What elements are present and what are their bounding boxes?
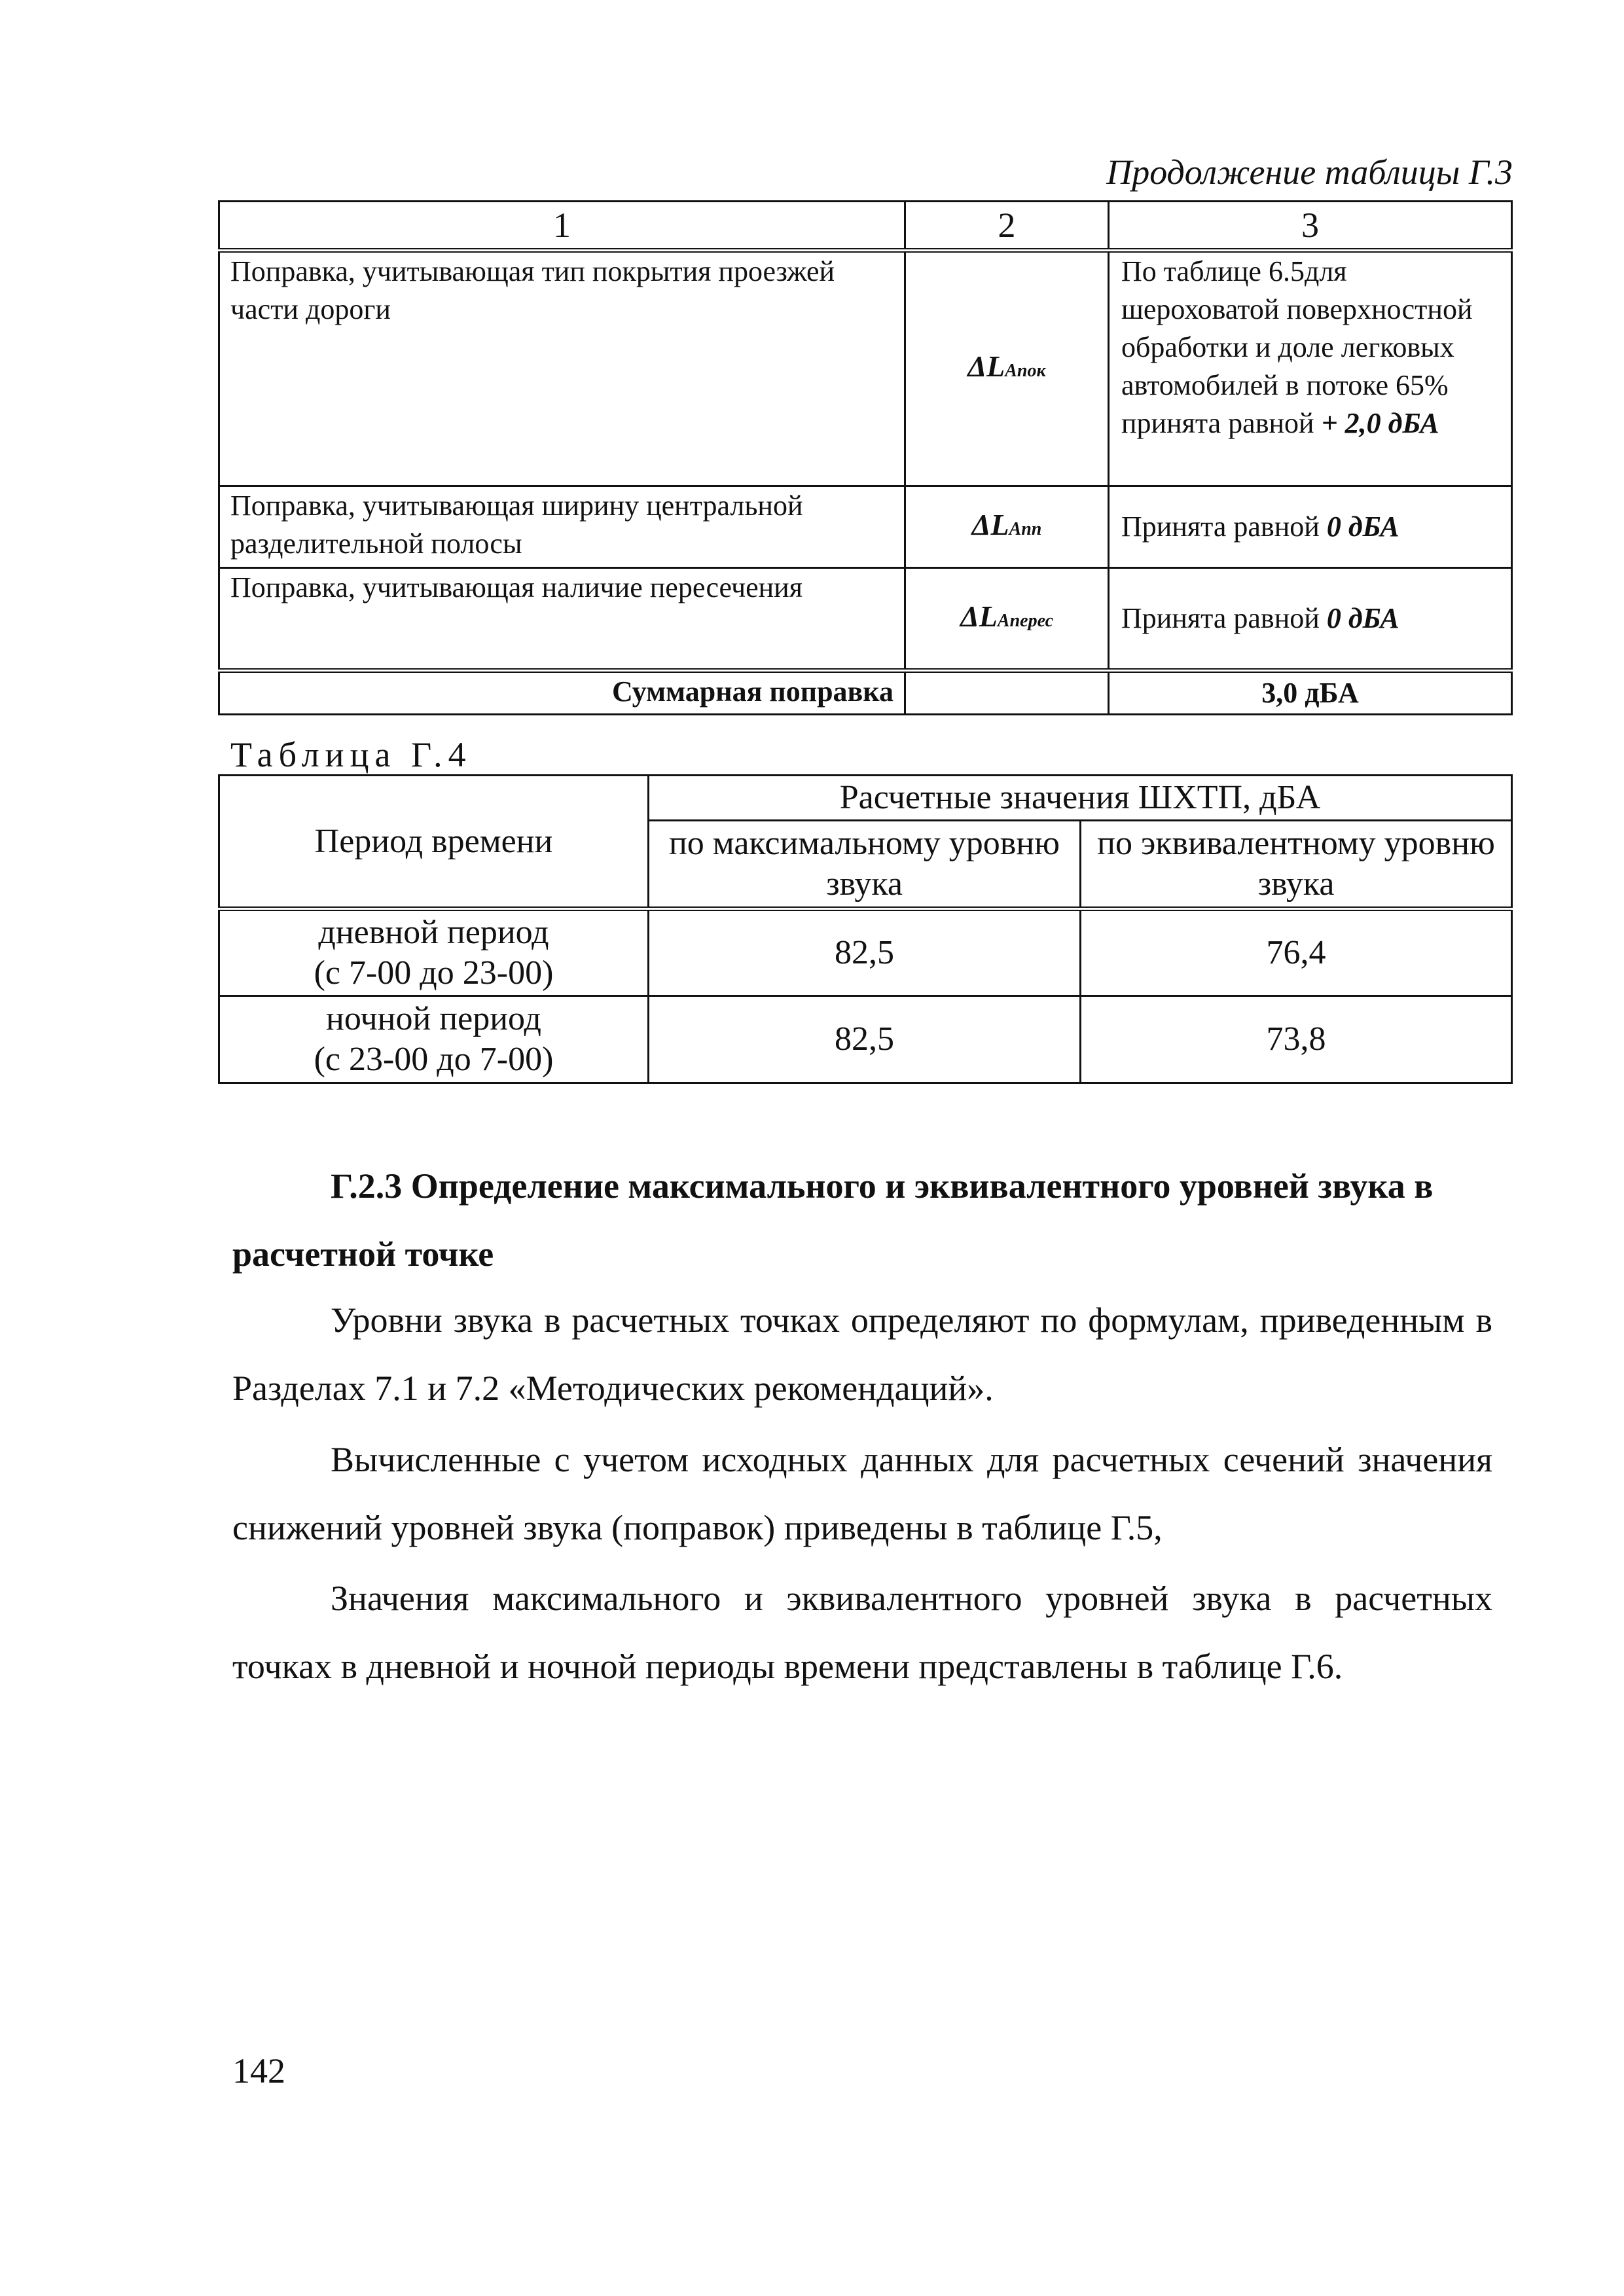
total-row <box>219 671 1512 715</box>
table-header-row <box>219 776 1512 821</box>
max-value-cell: 82,5 <box>649 909 1081 996</box>
value-cell: По таблице 6.5для шероховатой поверхностной обработки и доле легковых автомобилей в потоке 65% принята равной + 2,0 дБА <box>1109 251 1512 486</box>
total-symbol-cell <box>905 671 1109 715</box>
table-row <box>219 486 1512 568</box>
header-col-3: 3 <box>1109 202 1512 251</box>
param-cell: Поправка, учитывающая ширину центральной разделительной полосы <box>219 486 905 568</box>
table-g3 <box>218 200 1513 715</box>
value-cell: Принята равной 0 дБА <box>1109 486 1512 568</box>
subheader-eq: по эквивалентному уровню звука <box>1081 821 1512 909</box>
symbol-cell: ΔLАпп <box>905 486 1109 568</box>
table-row <box>219 251 1512 486</box>
param-cell: Поправка, учитывающая наличие пересечения <box>219 568 905 671</box>
value-cell: Принята равной 0 дБА <box>1109 568 1512 671</box>
header-col-2: 2 <box>905 202 1109 251</box>
header-col-1: 1 <box>219 202 905 251</box>
page-number: 142 <box>232 2051 285 2090</box>
symbol-cell: ΔLАперес <box>905 568 1109 671</box>
eq-value-cell: 76,4 <box>1081 909 1512 996</box>
table-header-row <box>219 202 1512 251</box>
param-cell: Поправка, учитывающая тип покрытия проезжей части дороги <box>219 251 905 486</box>
period-cell: дневной период (с 7-00 до 23-00) <box>219 909 649 996</box>
paragraph: Значения максимального и эквивалентного уровней звука в расчетных точках в дневной и ночной периоды времени представлены в таблице Г.6. <box>232 1579 1492 1686</box>
subheader-max: по максимальному уровню звука <box>649 821 1081 909</box>
continuation-title: Продолжение таблицы Г.3 <box>1106 152 1513 192</box>
table-g4-caption: Таблица Г.4 <box>230 735 472 774</box>
table-row <box>219 909 1512 996</box>
group-header: Расчетные значения ШХТП, дБА <box>649 776 1512 821</box>
total-value: 3,0 дБА <box>1109 671 1512 715</box>
eq-value-cell: 73,8 <box>1081 996 1512 1083</box>
paragraph: Вычисленные с учетом исходных данных для расчетных сечений значения снижений уровней звука (поправок) приведены в таблице Г.5, <box>232 1440 1492 1547</box>
table-row <box>219 568 1512 671</box>
table-g4 <box>218 774 1513 1084</box>
paragraph: Уровни звука в расчетных точках определяют по формулам, приведенным в Разделах 7.1 и 7.2 «Методических рекомендаций». <box>232 1300 1492 1408</box>
table-row <box>219 996 1512 1083</box>
symbol-cell: ΔLАпок <box>905 251 1109 486</box>
total-label: Суммарная поправка <box>219 671 905 715</box>
period-header: Период времени <box>219 776 649 909</box>
max-value-cell: 82,5 <box>649 996 1081 1083</box>
section-heading: Г.2.3 Определение максимального и эквивалентного уровней звука в расчетной точке <box>232 1166 1434 1274</box>
period-cell: ночной период (с 23-00 до 7-00) <box>219 996 649 1083</box>
